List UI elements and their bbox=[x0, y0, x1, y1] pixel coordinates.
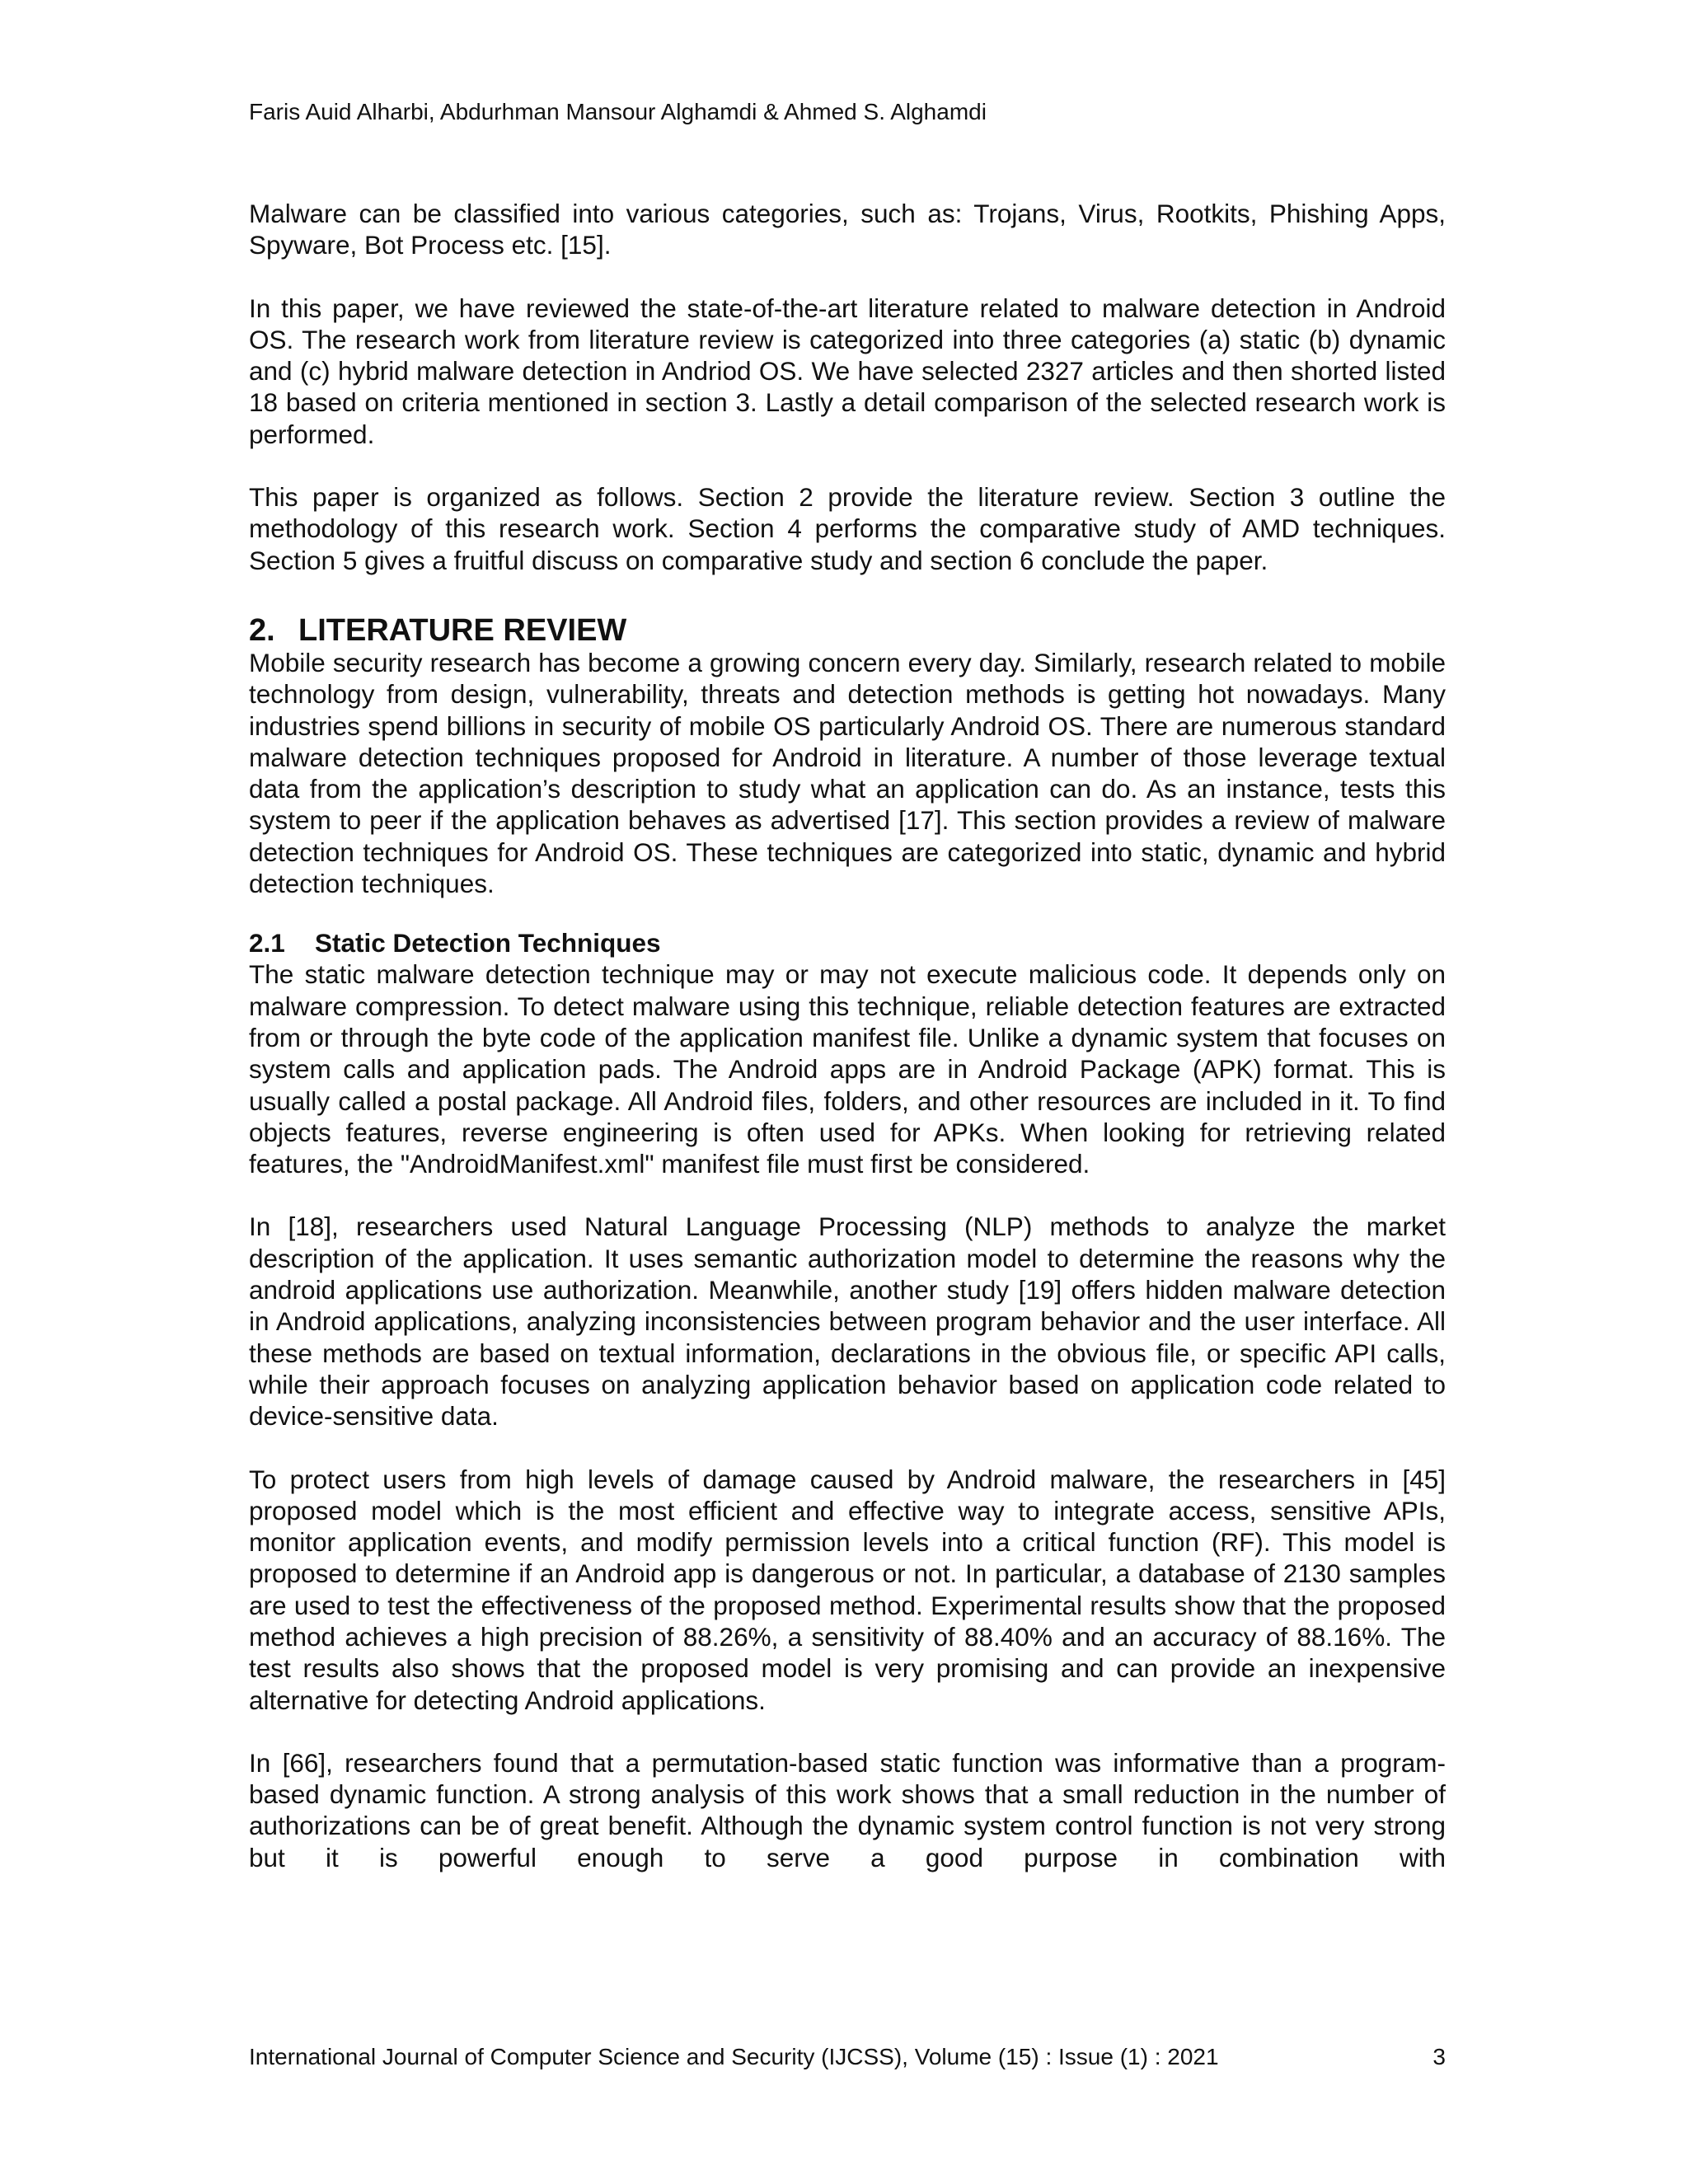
static-detection-paragraph-2: In [18], researchers used Natural Language Processing (NLP) methods to analyze the market description of the application. It uses semantic authorization model to determine the reasons why the android applications use authorization. Meanwhile, another study [19] offers hidden malware detection in Android applications, analyzing inconsistencies between program behavior and the user interface. All these methods are based on textual information, declarations in the obvious file, or specific API calls, while their approach focuses on analyzing application behavior based on application code related to device-sensitive data. bbox=[249, 1212, 1446, 1432]
running-header-authors: Faris Auid Alharbi, Abdurhman Mansour Alghamdi & Ahmed S. Alghamdi bbox=[249, 99, 987, 124]
static-detection-paragraph-3: To protect users from high levels of damage caused by Android malware, the researchers in [45] proposed model which is the most efficient and effective way to integrate access, sensitive APIs, monitor application events, and modify permission levels into a critical function (RF). This model is proposed to determine if an Android app is dangerous or not. In particular, a database of 2130 samples are used to test the effectiveness of the proposed method. Experimental results show that the proposed method achieves a high precision of 88.26%, a sensitivity of 88.40% and an accuracy of 88.16%. The test results also shows that the proposed model is very promising and can provide an inexpensive alternative for detecting Android applications. bbox=[249, 1464, 1446, 1715]
page-footer bbox=[249, 2042, 1446, 2072]
static-detection-paragraph-1: The static malware detection technique may or may not execute malicious code. It depends only on malware compression. To detect malware using this technique, reliable detection features are extracted from or through the byte code of the application manifest file. Unlike a dynamic system that focuses on system calls and application pads. The Android apps are in Android Package (APK) format. This is usually called a postal package. All Android files, folders, and other resources are included in it. To find objects features, reverse engineering is often used for APKs. When looking for retrieving related features, the "AndroidManifest.xml" manifest file must first be considered. bbox=[249, 959, 1446, 1179]
section-heading-literature-review bbox=[249, 614, 1446, 647]
section-number: 2. bbox=[249, 612, 275, 648]
static-detection-paragraph-4: In [66], researchers found that a permutation-based static function was informative than a program-based dynamic function. A strong analysis of this work shows that a small reduction in the number of authorizations can be of great benefit. Although the dynamic system control function is not very strong but it is powerful enough to serve a good purpose in combination with bbox=[249, 1747, 1446, 1872]
literature-review-paragraph: Mobile security research has become a growing concern every day. Similarly, research related to mobile technology from design, vulnerability, threats and detection methods is getting hot nowadays. Many industries spend billions in security of mobile OS particularly Android OS. There are numerous standard malware detection techniques proposed for Android in literature. A number of those leverage textual data from the application’s description to study what an application can do. As an instance, tests this system to peer if the application behaves as advertised [17]. This section provides a review of malware detection techniques for Android OS. These techniques are categorized into static, dynamic and hybrid detection techniques. bbox=[249, 647, 1446, 899]
intro-paragraph-2: In this paper, we have reviewed the state-of-the-art literature related to malware detection in Android OS. The research work from literature review is categorized into three categories (a) static (b) dynamic and (c) hybrid malware detection in Andriod OS. We have selected 2327 articles and then shorted listed 18 based on criteria mentioned in section 3. Lastly a detail comparison of the selected research work is performed. bbox=[249, 293, 1446, 449]
footer-journal-citation: International Journal of Computer Science and Security (IJCSS), Volume (15) : Issue (1) : 2021 bbox=[249, 2044, 1219, 2069]
intro-paragraph-1: Malware can be classified into various categories, such as: Trojans, Virus, Rootkits, Phishing Apps, Spyware, Bot Process etc. [15]. bbox=[249, 199, 1446, 260]
section-title: LITERATURE REVIEW bbox=[298, 612, 627, 648]
page-number: 3 bbox=[1432, 2044, 1446, 2069]
subsection-title: Static Detection Techniques bbox=[315, 928, 661, 958]
subsection-number: 2.1 bbox=[249, 928, 285, 958]
subsection-heading-static-detection bbox=[249, 927, 1446, 958]
body-content bbox=[249, 198, 1446, 1873]
intro-paragraph-3: This paper is organized as follows. Section 2 provide the literature review. Section 3 outline the methodology of this research work. Section 4 performs the comparative study of AMD techniques. Section 5 gives a fruitful discuss on comparative study and section 6 conclude the paper. bbox=[249, 482, 1446, 575]
